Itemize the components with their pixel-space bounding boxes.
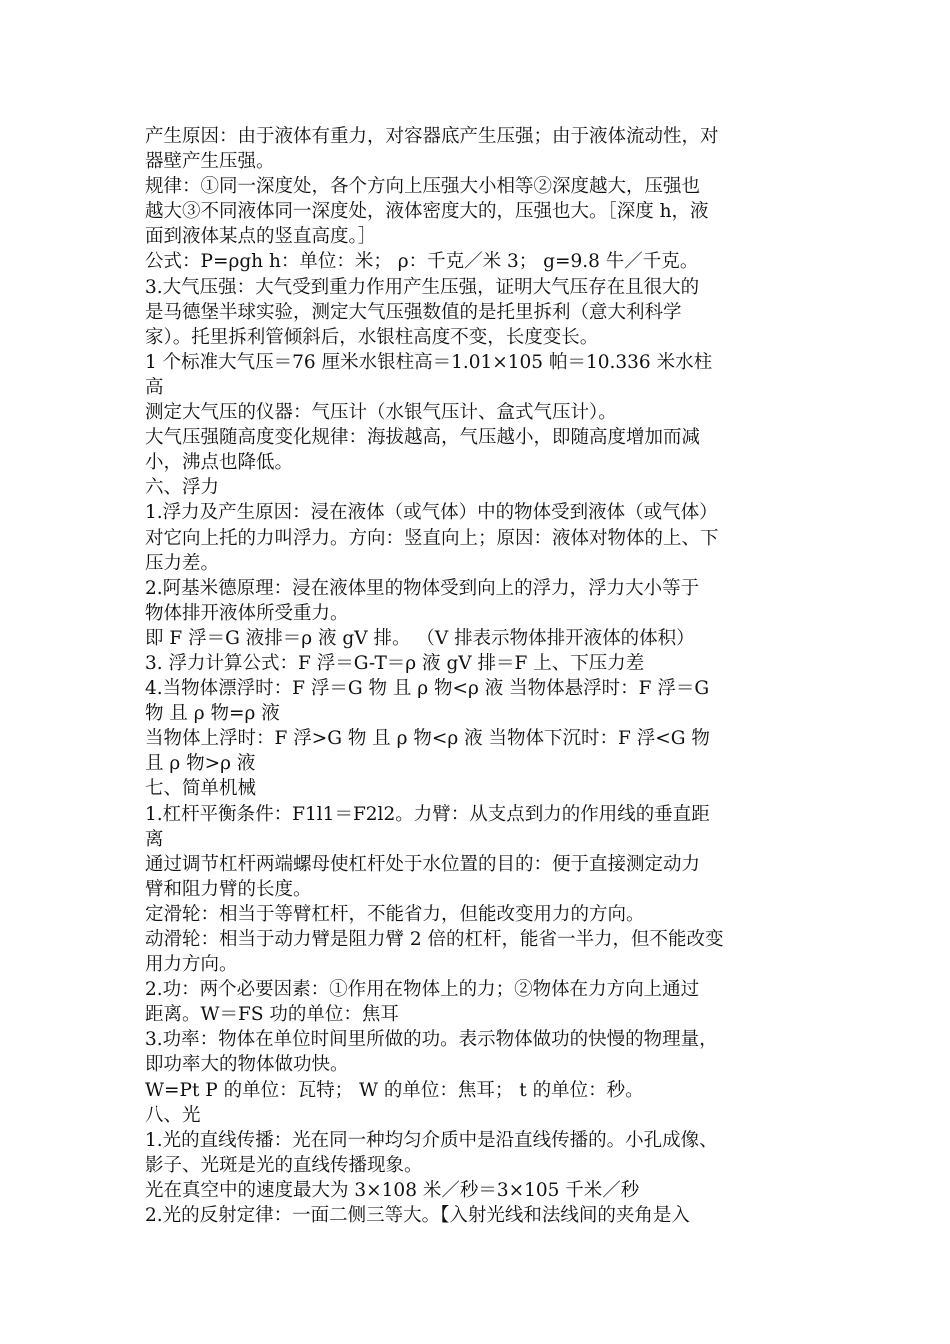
- text-line: 压力差。: [145, 552, 220, 574]
- text-line: 家）。托里拆利管倾斜后，水银柱高度不变，长度变长。: [145, 326, 599, 348]
- text-line: 3. 浮力计算公式：F 浮＝G-T＝ρ 液 gV 排＝F 上、下压力差: [145, 652, 645, 674]
- text-line: 测定大气压的仪器：气压计（水银气压计、盒式气压计）。: [145, 402, 617, 424]
- section-heading: 六、浮力: [145, 477, 220, 499]
- text-line: 当物体上浮时：F 浮>G 物 且 ρ 物<ρ 液 当物体下沉时：F 浮<G 物: [145, 728, 710, 750]
- text-line: 产生原因：由于液体有重力，对容器底产生压强；由于液体流动性，对: [145, 126, 719, 147]
- text-line: 越大③不同液体同一深度处，液体密度大的，压强也大。［深度 h，液: [145, 201, 709, 223]
- text-line: 且 ρ 物>ρ 液: [145, 753, 256, 775]
- text-line: 大气压强随高度变化规律：海拔越高，气压越小，即随高度增加而减: [145, 427, 701, 449]
- text-line: 公式：P=ρgh h：单位：米； ρ：千克／米 3； g=9.8 牛／千克。: [145, 251, 699, 273]
- section-heading: 八、光: [145, 1104, 201, 1126]
- text-line: 定滑轮：相当于等臂杠杆，不能省力，但能改变用力的方向。: [145, 903, 645, 925]
- text-line: 距离。W＝FS 功的单位：焦耳: [145, 1004, 399, 1026]
- text-line: 通过调节杠杆两端螺母使杠杆处于水位置的目的：便于直接测定动力: [145, 853, 701, 875]
- text-line: 1.杠杆平衡条件：F1l1＝F2l2。力臂：从支点到力的作用线的垂直距: [145, 803, 710, 825]
- text-line: 小，沸点也降低。: [145, 452, 294, 474]
- text-line: 臂和阻力臂的长度。: [145, 878, 312, 900]
- text-line: 物 且 ρ 物=ρ 液: [145, 703, 280, 725]
- text-line: 4.当物体漂浮时：F 浮＝G 物 且 ρ 物<ρ 液 当物体悬浮时：F 浮＝G: [145, 678, 710, 700]
- text-line: 即 F 浮＝G 液排＝ρ 液 gV 排。 （V 排表示物体排开液体的体积）: [145, 627, 695, 649]
- text-line: 2.阿基米德原理：浸在液体里的物体受到向上的浮力，浮力大小等于: [145, 577, 700, 599]
- text-line: W=Pt P 的单位：瓦特； W 的单位：焦耳； t 的单位：秒。: [145, 1079, 644, 1101]
- text-line: 面到液体某点的竖直高度。］: [145, 226, 377, 248]
- text-line: 规律：①同一深度处，各个方向上压强大小相等②深度越大，压强也: [145, 176, 701, 198]
- text-line: 1.浮力及产生原因：浸在液体（或气体）中的物体受到液体（或气体）: [145, 502, 718, 524]
- text-line: 2.光的反射定律：一面二侧三等大。【入射光线和法线间的夹角是入: [145, 1205, 690, 1227]
- document-body: [145, 124, 815, 1228]
- text-line: 1.光的直线传播：光在同一种均匀介质中是沿直线传播的。小孔成像、: [145, 1129, 718, 1151]
- text-line: 高: [145, 376, 164, 398]
- text-line: 影子、光斑是光的直线传播现象。: [145, 1154, 423, 1176]
- text-line: 动滑轮：相当于动力臂是阻力臂 2 倍的杠杆，能省一半力，但不能改变: [145, 929, 724, 950]
- text-line: 离: [145, 828, 164, 850]
- text-line: 用力方向。: [145, 954, 238, 976]
- text-line: 光在真空中的速度最大为 3×108 米／秒＝3×105 千米／秒: [145, 1179, 640, 1201]
- text-line: 2.功：两个必要因素：①作用在物体上的力；②物体在力方向上通过: [145, 979, 700, 1001]
- text-line: 物体排开液体所受重力。: [145, 602, 349, 624]
- text-line: 即功率大的物体做功快。: [145, 1054, 349, 1076]
- text-line: 器壁产生压强。: [145, 151, 275, 173]
- section-heading: 七、简单机械: [145, 778, 257, 800]
- text-line: 3.功率：物体在单位时间里所做的功。表示物体做功的快慢的物理量，: [145, 1029, 718, 1051]
- text-line: 对它向上托的力叫浮力。方向：竖直向上；原因：液体对物体的上、下: [145, 527, 719, 549]
- text-line: 1 个标准大气压＝76 厘米水银柱高＝1.01×105 帕＝10.336 米水柱: [145, 351, 713, 373]
- text-line: 是马德堡半球实验，测定大气压强数值的是托里拆利（意大利科学: [145, 301, 682, 323]
- text-line: 3.大气压强：大气受到重力作用产生压强，证明大气压存在且很大的: [145, 276, 700, 298]
